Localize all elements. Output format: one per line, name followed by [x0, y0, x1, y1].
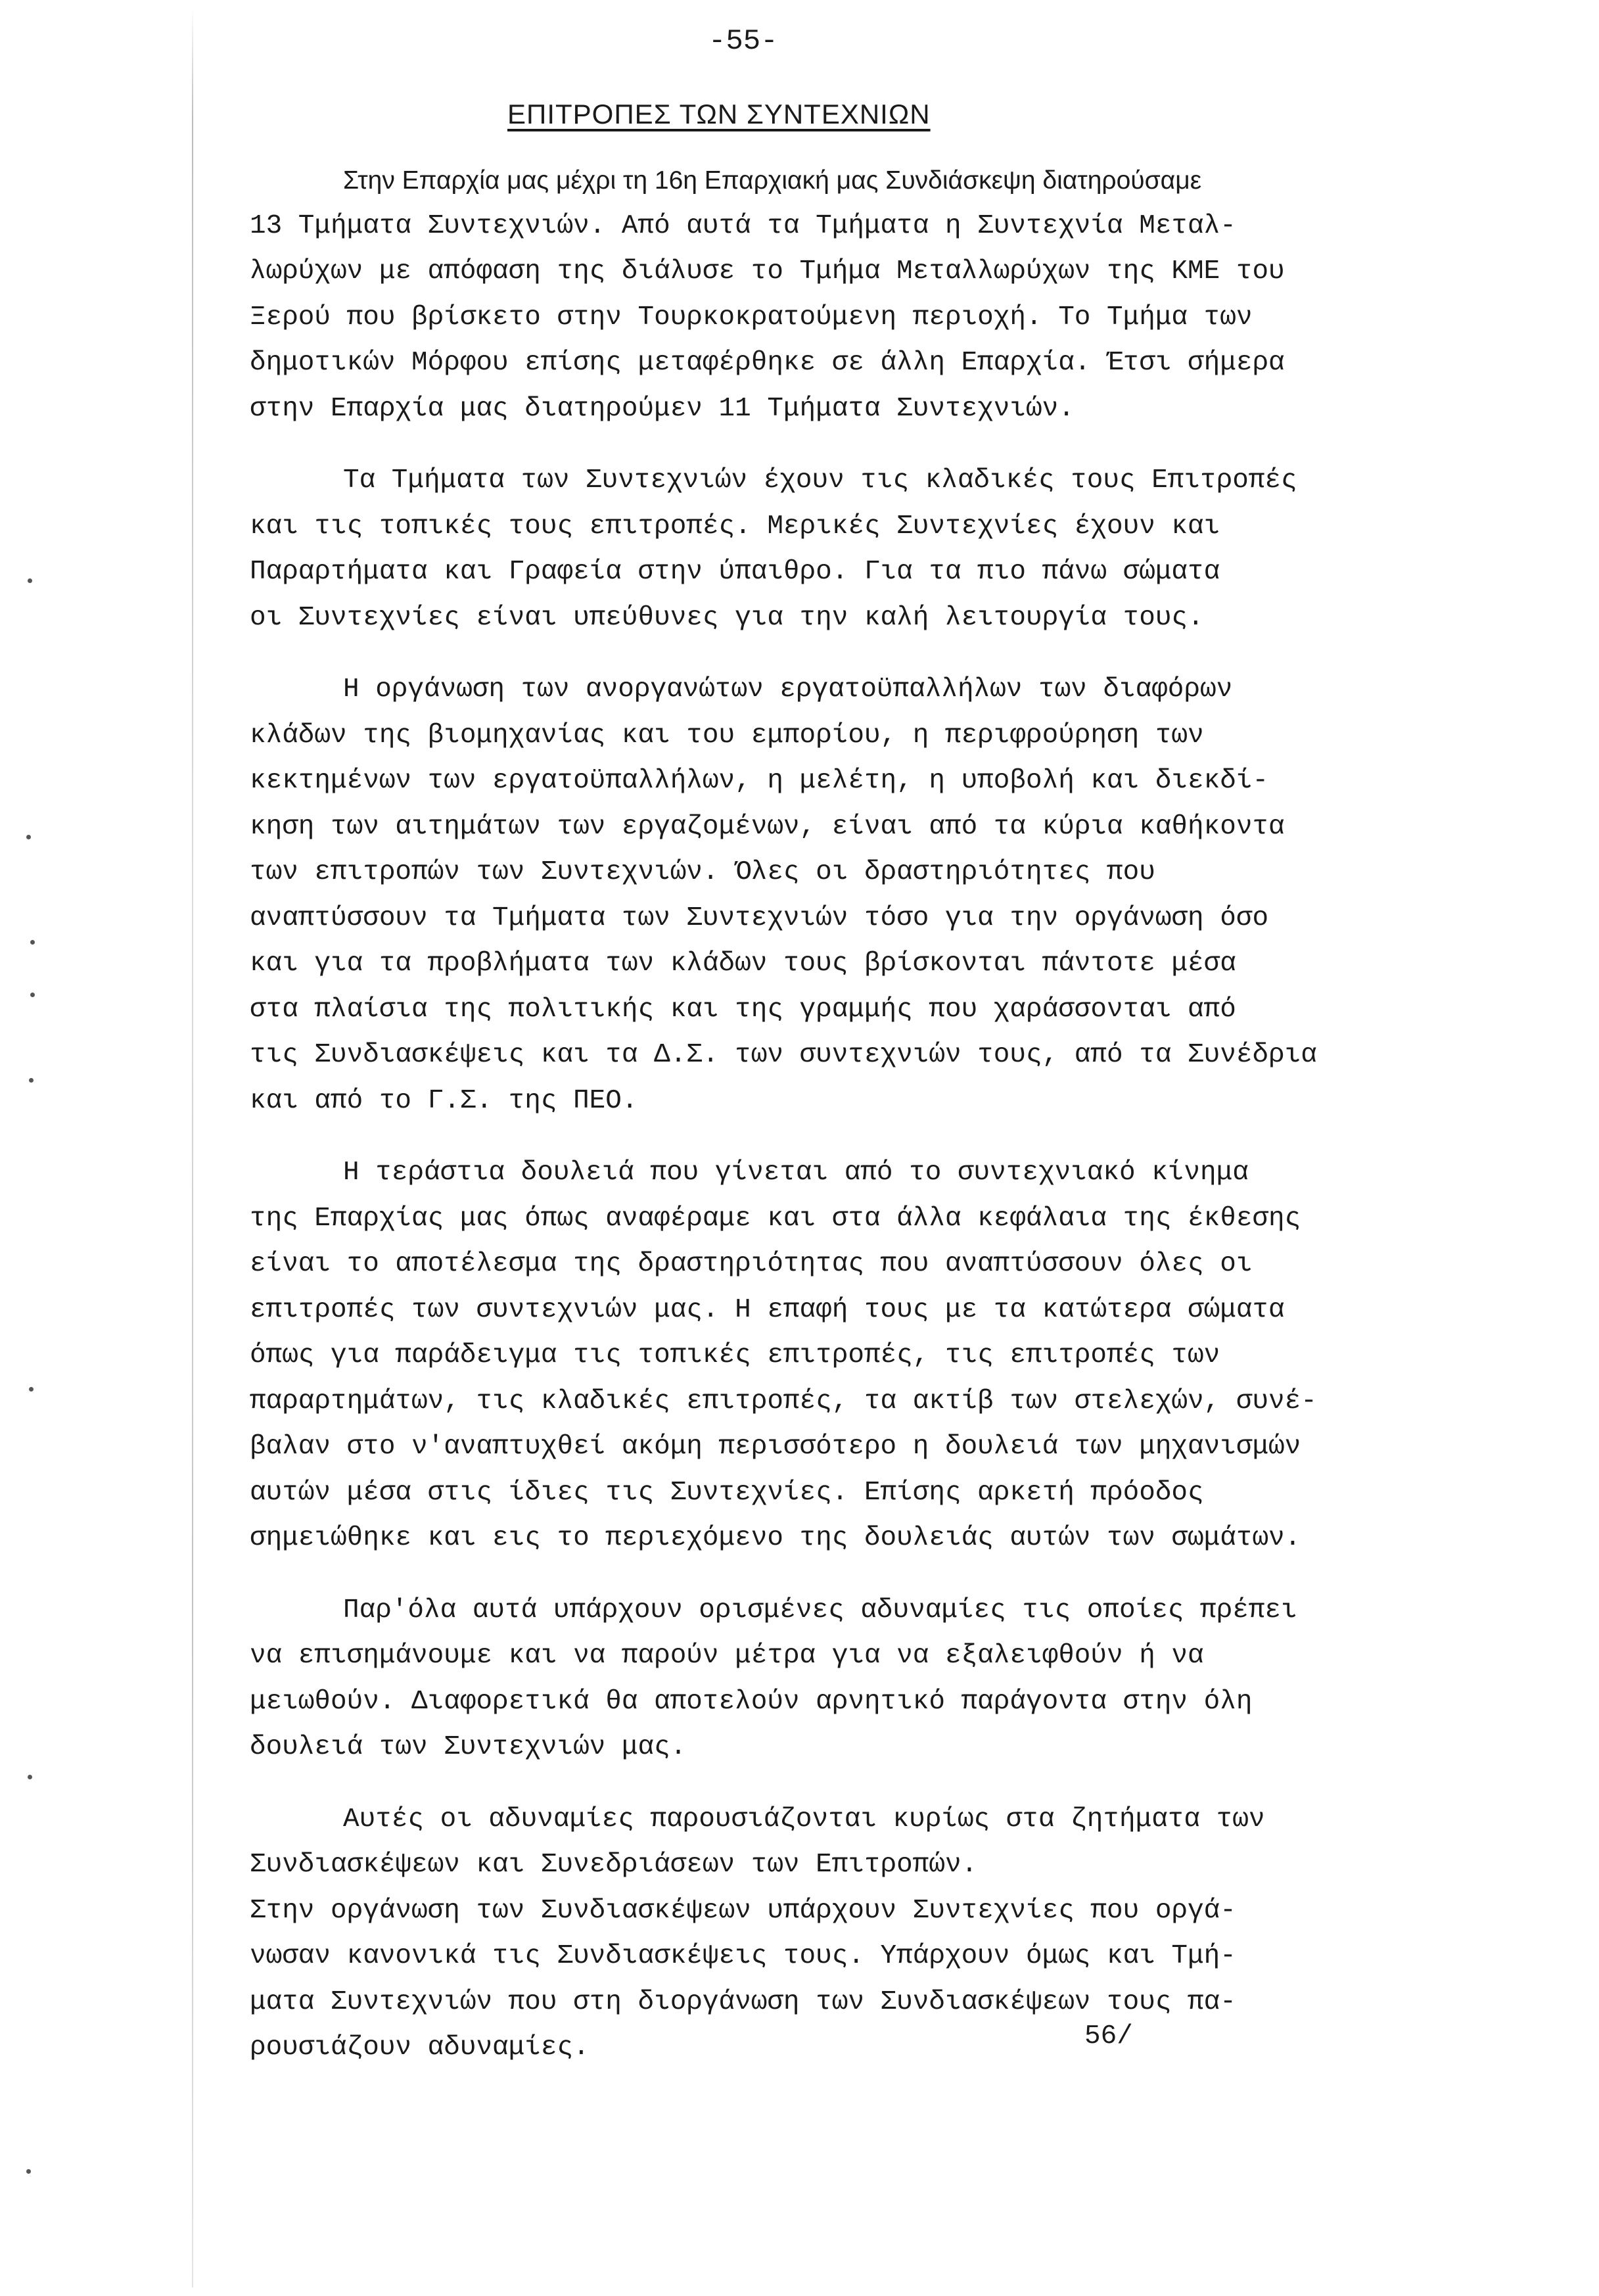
text-line: και τις τοπικές τους επιτροπές. Μερικές Συντεχνίες έχουν και [250, 511, 1220, 542]
scan-speck [29, 1078, 34, 1083]
scan-speck [30, 940, 35, 945]
text-line: νωσαν κανονικά τις Συνδιασκέψεις τους. Υπάρχουν όμως και Τμή- [250, 1941, 1236, 1971]
text-line: Η οργάνωση των ανοργανώτων εργατοϋπαλλήλων των διαφόρων [343, 674, 1233, 705]
text-line: κεκτημένων των εργατοϋπαλλήλων, η μελέτη, η υποβολή και διεκδί- [250, 766, 1269, 796]
text-line: ρουσιάζουν αδυναμίες. [250, 2032, 590, 2063]
document-body [250, 158, 1466, 2071]
text-line: στην Επαρχία μας διατηρούμεν 11 Τμήματα Συντεχνιών. [250, 393, 1075, 424]
text-line: τις Συνδιασκέψεις και τα Δ.Σ. των συντεχνιών τους, από τα Συνέδρια [250, 1040, 1317, 1070]
text-line: και από το Γ.Σ. της ΠΕΟ. [250, 1085, 638, 1116]
text-line: Ξερού που βρίσκετο στην Τουρκοκρατούμενη περιοχή. Το Τμήμα των [250, 302, 1253, 333]
text-line: επιτροπές των συντεχνιών μας. Η επαφή τους με τα κατώτερα σώματα [250, 1294, 1285, 1325]
paragraph-1 [250, 158, 1466, 432]
text-line: και για τα προβλήματα των κλάδων τους βρίσκονται πάντοτε μέσα [250, 949, 1236, 979]
text-line: της Επαρχίας μας όπως αναφέραμε και στα άλλα κεφάλαια της έκθεσης [250, 1203, 1301, 1234]
scan-speck [30, 993, 35, 997]
text-line: Αυτές οι αδυναμίες παρουσιάζονται κυρίως στα ζητήματα των [343, 1804, 1265, 1835]
paragraph-5 [250, 1588, 1466, 1771]
text-line: βαλαν στο ν'αναπτυχθεί ακόμη περισσότερο η δουλειά των μηχανισμών [250, 1432, 1301, 1462]
text-line: Στην Επαρχία μας μέχρι τη 16η Επαρχιακή μας Συνδιάσκεψη διατηρούσαμε [343, 166, 1202, 195]
scan-speck [26, 2169, 31, 2174]
left-margin-shadow [192, 7, 193, 2287]
page-number: -55- [708, 25, 778, 58]
text-line: Παρ'όλα αυτά υπάρχουν ορισμένες αδυναμίες τις οποίες πρέπει [343, 1595, 1297, 1626]
text-line: Τα Τμήματα των Συντεχνιών έχουν τις κλαδικές τους Επιτροπές [343, 465, 1297, 496]
scan-speck [26, 835, 31, 839]
text-line: δημοτικών Μόρφου επίσης μεταφέρθηκε σε άλλη Επαρχία. Έτσι σήμερα [250, 348, 1285, 378]
paragraph-2 [250, 458, 1466, 641]
text-line: μειωθούν. Διαφορετικά θα αποτελούν αρνητικό παράγοντα στην όλη [250, 1686, 1253, 1717]
text-line: ματα Συντεχνιών που στη διοργάνωση των Συνδιασκέψεων τους πα- [250, 1986, 1236, 2017]
text-line: οι Συντεχνίες είναι υπεύθυνες για την καλή λειτουργία τους. [250, 602, 1204, 633]
scan-speck [28, 1775, 32, 1779]
text-line: κλάδων της βιομηχανίας και του εμπορίου, η περιφρούρηση των [250, 720, 1204, 751]
text-line: δουλειά των Συντεχνιών μας. [250, 1732, 687, 1762]
text-line: αυτών μέσα στις ίδιες τις Συντεχνίες. Επίσης αρκετή πρόοδος [250, 1477, 1204, 1508]
continuation-page-marker: 56/ [1084, 2021, 1133, 2051]
paragraph-4 [250, 1150, 1466, 1562]
text-line: είναι το αποτέλεσμα της δραστηριότητας που αναπτύσσουν όλες οι [250, 1249, 1253, 1279]
text-line: σημειώθηκε και εις το περιεχόμενο της δουλειάς αυτών των σωμάτων. [250, 1523, 1301, 1553]
text-line: στα πλαίσια της πολιτικής και της γραμμής που χαράσσονται από [250, 994, 1236, 1025]
text-line: 13 Τμήματα Συντεχνιών. Από αυτά τα Τμήματα η Συντεχνία Μεταλ- [250, 210, 1236, 241]
scan-speck [29, 1387, 34, 1392]
text-line: παραρτημάτων, τις κλαδικές επιτροπές, τα ακτίβ των στελεχών, συνέ- [250, 1386, 1317, 1417]
text-line: των επιτροπών των Συντεχνιών. Όλες οι δραστηριότητες που [250, 857, 1155, 887]
text-line: Στην οργάνωση των Συνδιασκέψεων υπάρχουν Συντεχνίες που οργά- [250, 1895, 1236, 1926]
text-line: Η τεράστια δουλειά που γίνεται από το συντεχνιακό κίνημα [343, 1158, 1249, 1188]
text-line: αναπτύσσουν τα Τμήματα των Συντεχνιών τόσο για την οργάνωση όσο [250, 902, 1269, 933]
text-line: να επισημάνουμε και να παρούν μέτρα για να εξαλειφθούν ή να [250, 1641, 1204, 1671]
paragraph-6 [250, 1797, 1466, 2071]
paragraph-3 [250, 667, 1466, 1124]
scan-speck [28, 578, 32, 583]
text-line: κηση των αιτημάτων των εργαζομένων, είναι από τα κύρια καθήκοντα [250, 811, 1285, 842]
page-heading: ΕΠΙΤΡΟΠΕΣ ΤΩΝ ΣΥΝΤΕΧΝΙΩΝ [507, 99, 931, 129]
text-line: όπως για παράδειγμα τις τοπικές επιτροπές, τις επιτροπές των [250, 1340, 1220, 1371]
text-line: Συνδιασκέψεων και Συνεδριάσεων των Επιτροπών. [250, 1850, 978, 1880]
text-line: λωρύχων με απόφαση της διάλυσε το Τμήμα Μεταλλωρύχων της ΚΜΕ του [250, 256, 1285, 287]
text-line: Παραρτήματα και Γραφεία στην ύπαιθρο. Για τα πιο πάνω σώματα [250, 557, 1220, 587]
